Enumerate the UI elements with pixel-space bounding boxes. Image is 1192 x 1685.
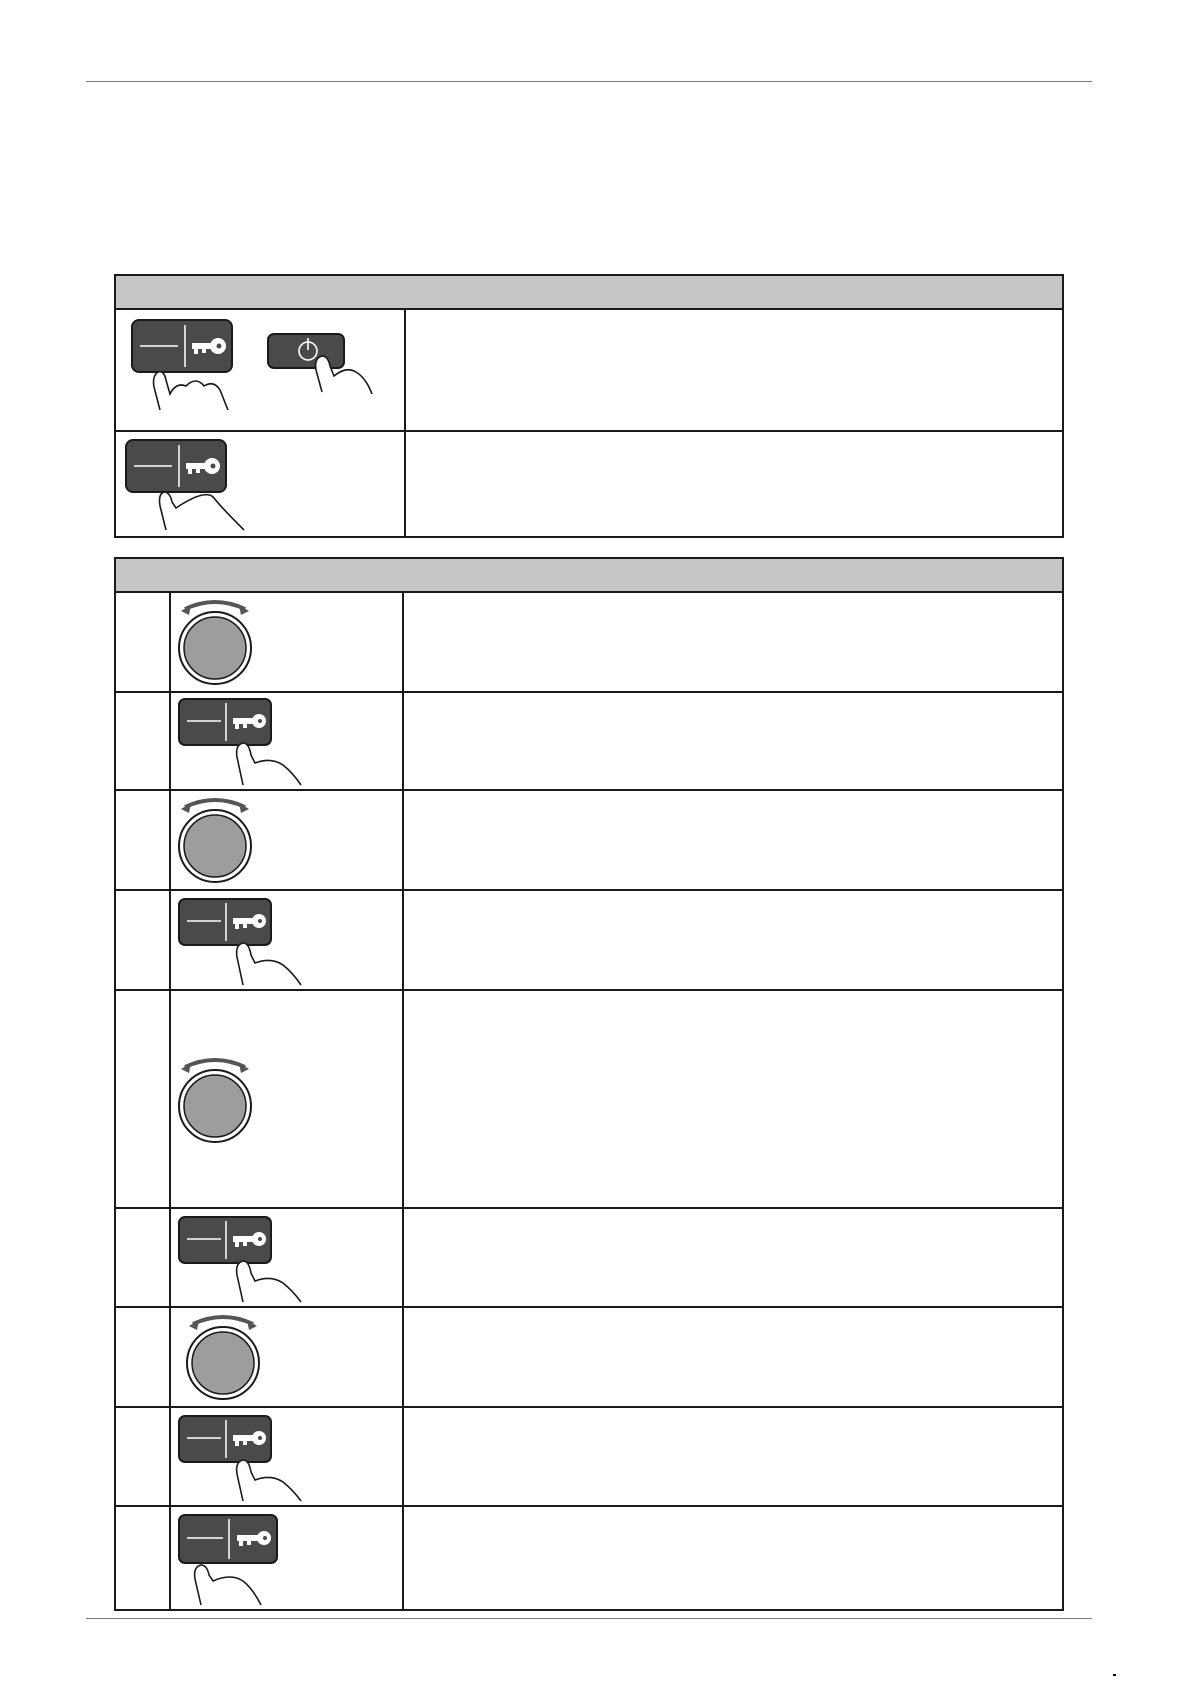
lock-button-icon <box>171 1209 403 1306</box>
step-image <box>170 592 403 692</box>
step-text <box>403 692 1063 790</box>
step-text <box>403 1407 1063 1506</box>
lock-and-power-icons <box>116 310 405 430</box>
step-image <box>170 1208 403 1307</box>
lock-table-image-cell-2 <box>115 431 405 537</box>
page-corner-mark <box>1113 1674 1116 1676</box>
steps-table <box>114 557 1064 1611</box>
step-number <box>115 1407 170 1506</box>
step-image <box>170 790 403 890</box>
step-image <box>170 1307 403 1407</box>
step-image <box>170 1407 403 1506</box>
lock-button-icon <box>171 693 403 789</box>
lock-button-icon <box>171 891 403 989</box>
steps-table-header <box>115 558 1063 592</box>
step-image <box>170 990 403 1208</box>
rotary-knob-icon <box>171 791 403 889</box>
lock-table-image-cell <box>115 309 405 431</box>
footer-rule <box>86 1618 1092 1619</box>
step-text <box>403 592 1063 692</box>
step-number <box>115 1208 170 1307</box>
step-number <box>115 692 170 790</box>
step-number <box>115 592 170 692</box>
finger-press-icon <box>160 492 245 530</box>
step-text <box>403 990 1063 1208</box>
rotary-knob-icon <box>171 593 403 691</box>
rotary-knob-icon <box>171 991 403 1207</box>
lock-table-text-2 <box>405 431 1063 537</box>
lock-button-icon <box>132 320 232 372</box>
finger-press-icon <box>154 372 229 410</box>
power-button-icon <box>268 334 344 368</box>
step-text <box>403 790 1063 890</box>
step-image <box>170 692 403 790</box>
step-number <box>115 890 170 990</box>
step-text <box>403 1208 1063 1307</box>
lock-table-header <box>115 275 1063 309</box>
step-number <box>115 790 170 890</box>
step-image <box>170 1506 403 1610</box>
step-text <box>403 890 1063 990</box>
lock-hold-icon <box>116 432 405 536</box>
step-number <box>115 1307 170 1407</box>
lock-button-icon <box>171 1507 403 1609</box>
rotary-knob-icon <box>171 1308 403 1406</box>
header-rule <box>86 81 1092 82</box>
step-number <box>115 1506 170 1610</box>
step-image <box>170 890 403 990</box>
lock-button-icon <box>126 440 226 492</box>
lock-button-icon <box>171 1408 403 1505</box>
lock-table <box>114 274 1064 538</box>
lock-table-text-1 <box>405 309 1063 431</box>
step-number <box>115 990 170 1208</box>
step-text <box>403 1506 1063 1610</box>
step-text <box>403 1307 1063 1407</box>
